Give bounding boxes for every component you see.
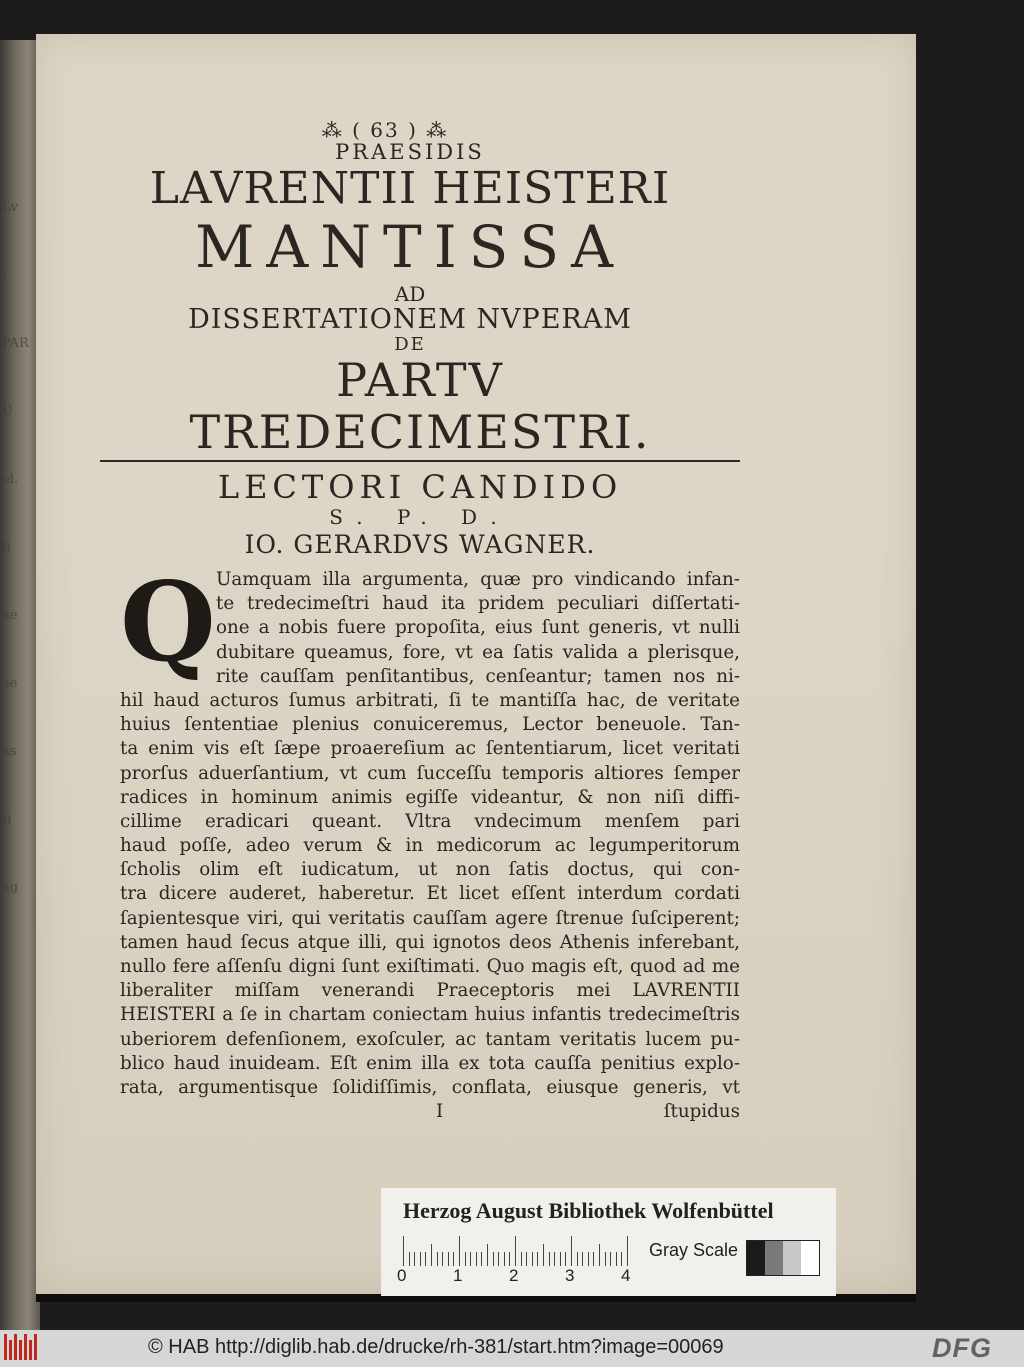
text-line: tra dicere auderet, haberetur. Et licet eſſent interdum cordati [120, 883, 740, 905]
ruler-number: 0 [397, 1266, 407, 1285]
text-line: tamen haud ſecus atque illi, qui ignotos deos Athenis inferebant, [120, 931, 740, 953]
hab-logo-bar [4, 1334, 7, 1360]
text-line: rite cauſſam penſitantibus, cenſeantur; tamen nos ni- [216, 665, 740, 687]
prev-page-fragment: PAR [2, 336, 29, 351]
prev-page-fragment: U [2, 404, 13, 419]
gray-swatch [765, 1241, 783, 1275]
drop-cap: Q [120, 557, 216, 686]
ruler-tick [437, 1252, 438, 1266]
text-line: haud poſſe, adeo verum & in medicorum ac legumperitorum [120, 835, 740, 857]
ruler-tick [554, 1252, 555, 1266]
text-line: dubitare queamus, fore, vt ea ſatis valida a plerisque, [216, 641, 740, 663]
body-paragraph [120, 557, 740, 1124]
ruler-tick [459, 1236, 460, 1266]
ruler-tick [509, 1252, 510, 1266]
prev-page-fragment: ti [2, 812, 12, 827]
ruler-tick [470, 1252, 471, 1266]
text-line: cillime eradicari queant. Vltra vndecimum menſem pari [120, 810, 740, 832]
title-partu: PARTV TREDECIMESTRI. [100, 354, 740, 462]
hab-logo-bar [9, 1340, 12, 1360]
ruler-tick [582, 1252, 583, 1266]
gray-swatch [783, 1241, 801, 1275]
scale-ruler [403, 1236, 629, 1266]
hab-logo-bar [14, 1334, 17, 1360]
ruler-tick [448, 1252, 449, 1266]
ruler-number: 4 [621, 1266, 631, 1285]
ruler-tick [593, 1252, 594, 1266]
text-line: liberaliter miſſam venerandi Praeceptoris mei LAVRENTII [120, 980, 740, 1002]
text-line: huius ſententiae plenius conuiceremus, Lector beneuole. Tan- [120, 714, 740, 736]
ruler-tick [526, 1252, 527, 1266]
ruler-number: 3 [565, 1266, 575, 1285]
prev-page-fragment: fi [2, 540, 11, 555]
title-name: LAVRENTII HEISTERI [149, 163, 671, 214]
text-line: Uamquam illa argumenta, quæ pro vindicando infan- [216, 569, 740, 590]
ruler-tick [465, 1252, 466, 1266]
gray-swatch [801, 1241, 819, 1275]
lectori-candido: LECTORI CANDIDO [217, 468, 623, 506]
author-name: IO. GERARDVS WAGNER. [244, 530, 596, 559]
prev-page-fragment: ae [2, 608, 18, 623]
library-name: Herzog August Bibliothek Wolfenbüttel [403, 1198, 774, 1223]
hab-logo-bar [34, 1334, 37, 1360]
ruler-tick [588, 1252, 589, 1266]
ruler-number: 1 [453, 1266, 463, 1285]
ruler-numbers [397, 1266, 647, 1290]
prev-page-fragment: | [2, 268, 7, 283]
prev-page-fragment: as [2, 744, 17, 759]
footer-bar [0, 1330, 1024, 1367]
text-line: ſapientesque viri, qui veritatis cauſſam agere ſtrenue ſuſciperent; [120, 907, 740, 929]
text-line: HEISTERI a ſe in chartam coniectam huius infantis tredecimeſtris [120, 1004, 740, 1026]
ruler-tick [610, 1252, 611, 1266]
ruler-tick [627, 1236, 628, 1266]
ruler-tick [599, 1244, 600, 1266]
ruler-tick [605, 1252, 606, 1266]
ruler-tick [515, 1236, 516, 1266]
ruler-tick [621, 1252, 622, 1266]
ruler-tick [414, 1252, 415, 1266]
page-footer-line [120, 1100, 740, 1124]
text-line: ſcholis olim eſt iudicatum, ut non ſatis doctus, qui con- [120, 859, 740, 881]
title-ad: AD [394, 282, 426, 306]
hab-logo-bar [19, 1340, 22, 1360]
ruler-tick [453, 1252, 454, 1266]
ruler-tick [498, 1252, 499, 1266]
ruler-tick [537, 1252, 538, 1266]
ruler-tick [420, 1252, 421, 1266]
text-line: radices in hominum animis egiſſe videantur, & non niſi diffi- [120, 786, 740, 808]
gray-scale-swatches [746, 1240, 820, 1276]
ruler-tick [616, 1252, 617, 1266]
text-line: hil haud acturos ſumus arbitrati, ſi te mantiſſa hac, de veritate [120, 689, 740, 711]
salutation: S. P. D. [329, 505, 511, 529]
text-line: prorſus aduerſantium, vt cum ſucceſſu temporis altiores ſemper [120, 762, 740, 784]
prev-page-fragment: ol. [2, 472, 19, 487]
text-line: te tredecimeſtri haud ita pridem peculiari diſſertati- [216, 593, 740, 615]
ruler-tick [431, 1244, 432, 1266]
previous-page-text [2, 200, 34, 1020]
ruler-tick [571, 1236, 572, 1266]
text-line: one a nobis fuere propoſita, eius ſunt generis, vt nulli [216, 617, 740, 639]
ruler-tick [409, 1252, 410, 1266]
prev-page-fragment: ae [2, 676, 18, 691]
ruler-tick [476, 1252, 477, 1266]
title-mantissa: MANTISSA [195, 213, 625, 281]
prev-page-fragment: Lv [2, 200, 18, 215]
ruler-tick [577, 1252, 578, 1266]
gray-swatch [747, 1241, 765, 1275]
gray-scale-label: Gray Scale [649, 1240, 739, 1260]
signature-mark: I [436, 1101, 444, 1123]
hab-logo-icon[interactable] [4, 1334, 40, 1362]
ruler-tick [521, 1252, 522, 1266]
page-number-ornament: ⁂ ( 63 ) ⁂ [321, 118, 449, 142]
catchword: ſtupidus [663, 1101, 740, 1123]
text-line: ta enim vis eſt ſæpe proaereſium ac ſententiarum, licet veritati [120, 738, 740, 760]
prev-page-fragment: ag [2, 880, 19, 895]
title-de: DE [394, 334, 426, 355]
text-line: nullo fere aſſenſu digni ſunt exiſtimati. Quo magis eſt, quod ad me [120, 956, 740, 977]
text-line: rata, argumentisque ſolidiſſimis, conflata, eiusque generis, vt [120, 1076, 740, 1098]
text-line: blico haud inuideam. Eſt enim illa ex tota cauſſa penitius explo- [120, 1052, 740, 1074]
ruler-tick [532, 1252, 533, 1266]
copyright-url[interactable]: © HAB http://diglib.hab.de/drucke/rh-381/start.htm?image=00069 [148, 1336, 724, 1358]
ruler-tick [549, 1252, 550, 1266]
ruler-tick [403, 1236, 404, 1266]
dfg-logo[interactable]: DFG [932, 1333, 992, 1363]
ruler-tick [481, 1252, 482, 1266]
title-dissertation: DISSERTATIONEM NVPERAM [188, 304, 632, 335]
ruler-number: 2 [509, 1266, 519, 1285]
ruler-tick [560, 1252, 561, 1266]
title-praesidis: PRAESIDIS [335, 140, 485, 164]
ruler-tick [425, 1252, 426, 1266]
previous-page-edge [0, 40, 40, 1330]
ruler-tick [504, 1252, 505, 1266]
hab-logo-bar [29, 1340, 32, 1360]
page-text [120, 118, 740, 1124]
library-label [381, 1188, 836, 1296]
ruler-tick [543, 1244, 544, 1266]
hab-logo-bar [24, 1334, 27, 1360]
ruler-tick [442, 1252, 443, 1266]
ruler-tick [487, 1244, 488, 1266]
ruler-tick [493, 1252, 494, 1266]
ruler-tick [565, 1252, 566, 1266]
text-line: uberiorem defenſionem, exoſculer, ac tantam veritatis lucem pu- [120, 1028, 740, 1050]
